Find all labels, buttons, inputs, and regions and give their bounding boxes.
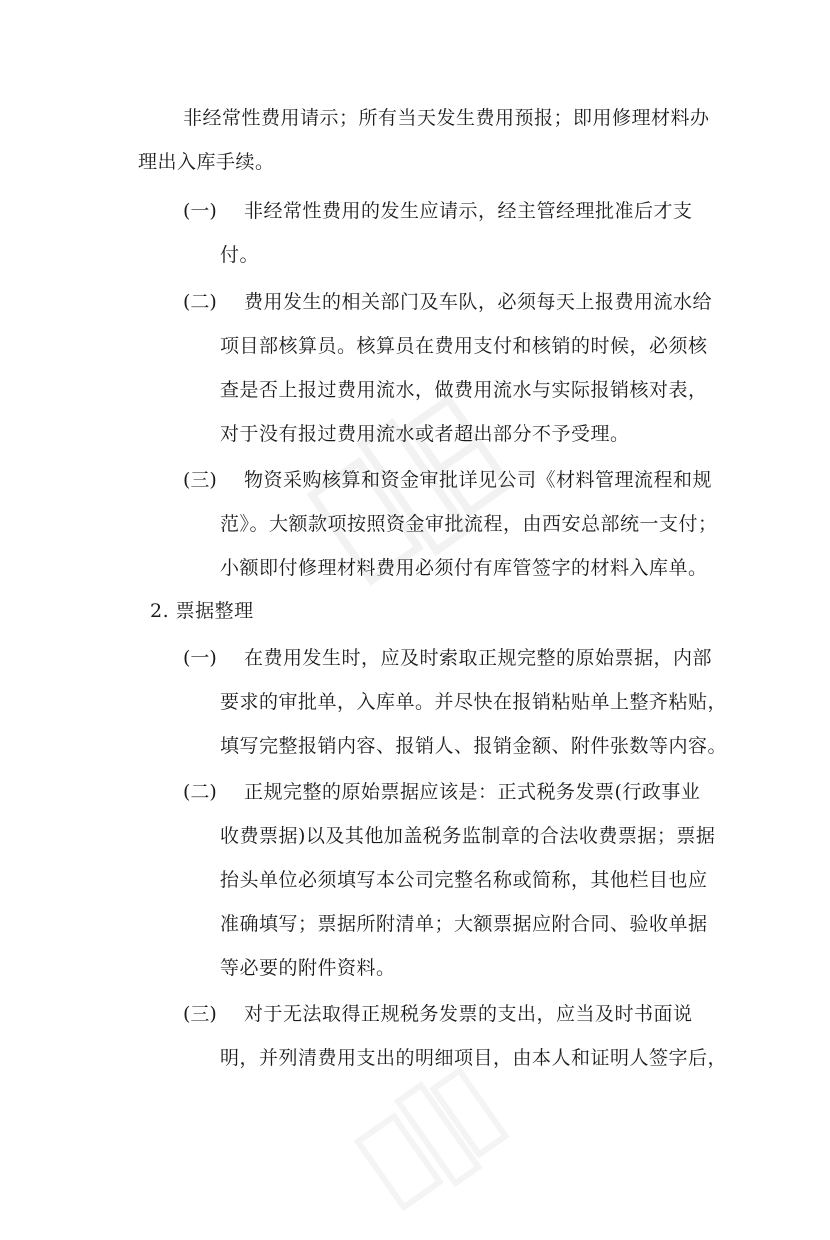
item-line: 收费票据)以及其他加盖税务监制章的合法收费票据；票据 [220, 825, 716, 847]
item-line: 范》。大额款项按照资金审批流程，由西安总部统一支付； [220, 513, 718, 535]
item-line: 在费用发生时，应及时索取正规完整的原始票据，内部 [244, 647, 713, 669]
item-line: 查是否上报过费用流水，做费用流水与实际报销核对表， [220, 379, 708, 401]
item-marker: (二) [183, 291, 217, 313]
item-line: 物资采购核算和资金审批详见公司《材料管理流程和规 [244, 469, 713, 491]
intro-line-1: 非经常性费用请示；所有当天发生费用预报；即用修理材料办 [183, 107, 710, 129]
item-line: 费用发生的相关部门及车队，必须每天上报费用流水给 [244, 291, 713, 313]
item-line: 非经常性费用的发生应请示，经主管经理批准后才支 [244, 200, 693, 222]
item-line: 填写完整报销内容、报销人、报销金额、附件张数等内容。 [220, 735, 728, 757]
intro-line-2: 理出入库手续。 [138, 151, 275, 173]
item-marker: (三) [183, 469, 217, 491]
section-heading: 2. 票据整理 [150, 600, 254, 622]
item-line: 要求的审批单，入库单。并尽快在报销粘贴单上整齐粘贴， [220, 691, 728, 713]
item-line: 等必要的附件资料。 [220, 957, 396, 979]
item-line: 项目部核算员。核算员在费用支付和核销的时候，必须核 [220, 335, 708, 357]
item-line: 准确填写；票据所附清单；大额票据应附合同、验收单据 [220, 913, 708, 935]
item-line: 明，并列清费用支出的明细项目，由本人和证明人签字后， [220, 1047, 728, 1069]
item-marker: (一) [183, 200, 217, 222]
item-line: 抬头单位必须填写本公司完整名称或简称，其他栏目也应 [220, 869, 708, 891]
item-line: 付。 [220, 244, 260, 266]
item-marker: (三) [183, 1003, 217, 1025]
item-line: 对于无法取得正规税务发票的支出，应当及时书面说 [244, 1003, 693, 1025]
watermark-graphic-bottom [330, 1040, 530, 1240]
item-line: 对于没有报过费用流水或者超出部分不予受理。 [220, 423, 630, 445]
item-marker: (一) [183, 647, 217, 669]
item-marker: (二) [183, 781, 217, 803]
item-line: 小额即付修理材料费用必须付有库管签字的材料入库单。 [220, 557, 708, 579]
item-line: 正规完整的原始票据应该是：正式税务发票(行政事业 [244, 781, 701, 803]
